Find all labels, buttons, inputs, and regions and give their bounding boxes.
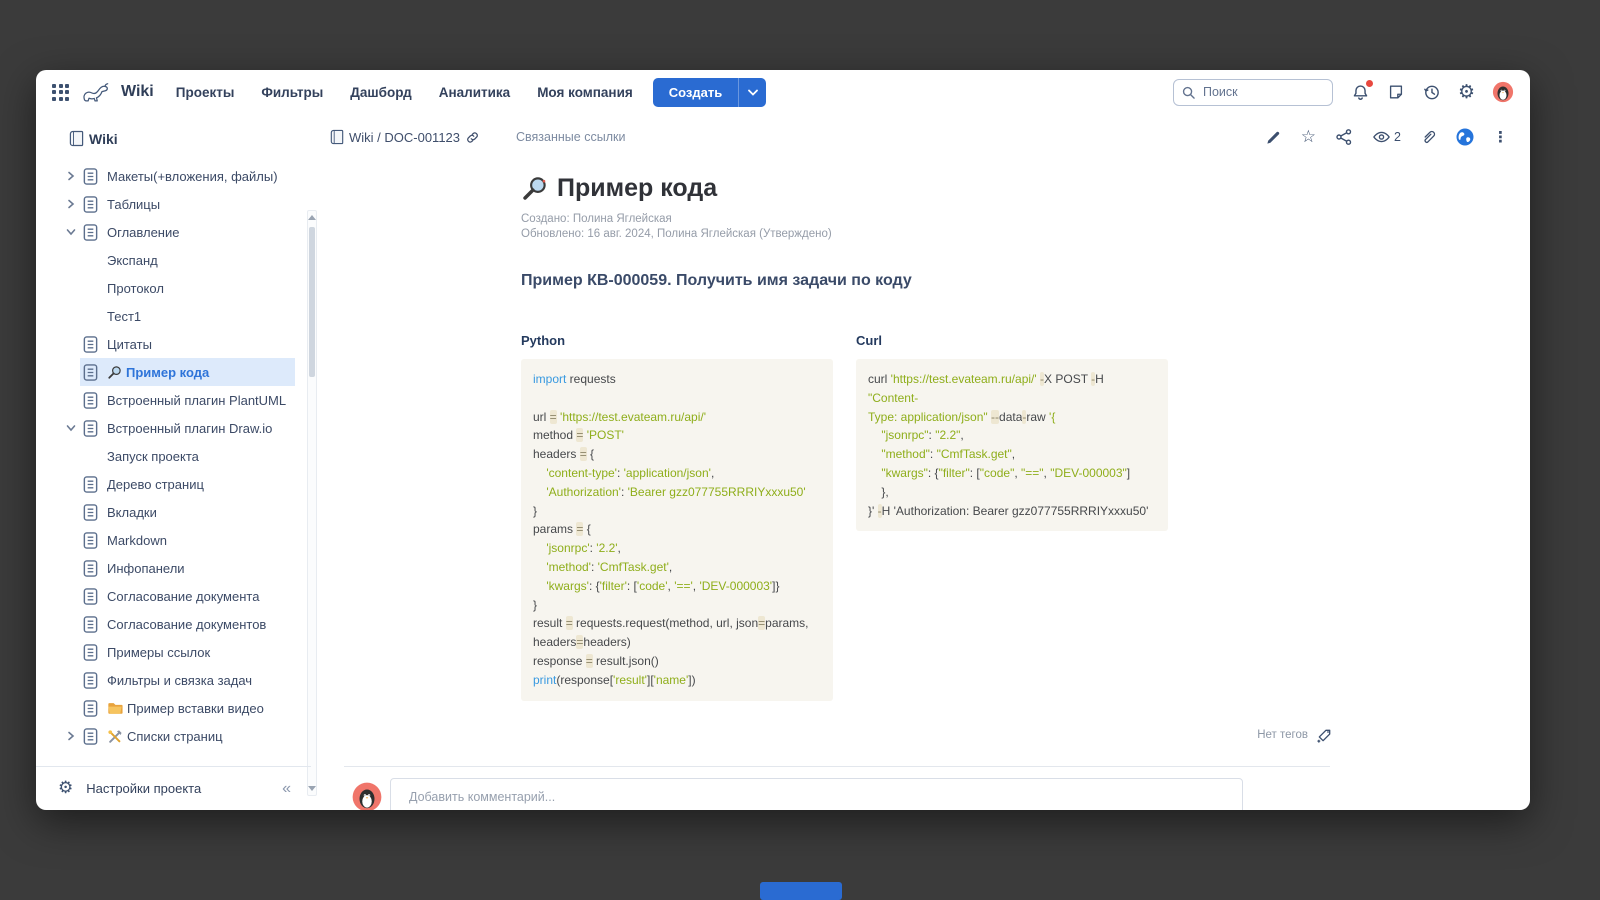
main-nav <box>176 85 633 100</box>
app-window <box>36 70 1530 810</box>
nav-item-0[interactable]: Проекты <box>175 84 235 100</box>
history-icon[interactable] <box>1422 83 1441 102</box>
sidebar-footer <box>36 766 311 810</box>
sidebar-item-inner[interactable] <box>80 246 295 274</box>
document-body <box>521 174 1333 744</box>
sidebar-item-1[interactable] <box>36 190 321 218</box>
create-button-label[interactable]: Создать <box>668 84 723 100</box>
sidebar-item-label: Цитаты <box>107 336 152 352</box>
sidebar-item-inner[interactable] <box>80 442 295 470</box>
sidebar-item-7[interactable] <box>36 358 321 386</box>
magnifier-icon <box>107 365 122 380</box>
nav-item-3[interactable]: Аналитика <box>438 84 511 100</box>
section-heading: Пример КВ-000059. Получить имя задачи по коду <box>521 272 912 289</box>
sidebar-scrollbar[interactable] <box>307 210 317 796</box>
sidebar-item-16[interactable] <box>36 610 321 638</box>
sidebar-item-label: Примеры ссылок <box>107 644 211 660</box>
page-doc-icon <box>82 419 99 438</box>
sidebar-item-inner[interactable] <box>80 610 295 638</box>
edit-pencil-icon[interactable] <box>1265 129 1282 146</box>
tree-chevron-down-icon[interactable] <box>62 228 80 236</box>
page-doc-icon <box>82 587 99 606</box>
top-bar <box>36 70 1530 114</box>
sidebar-item-label: Вкладки <box>107 504 157 520</box>
page-doc-icon <box>82 503 99 522</box>
views-counter[interactable] <box>1372 129 1401 145</box>
product-title: Wiki <box>121 83 154 100</box>
sidebar-item-inner[interactable] <box>80 218 295 246</box>
views-eye-icon <box>1372 129 1391 145</box>
page-doc-icon <box>82 195 99 214</box>
sidebar-item-inner[interactable] <box>80 582 295 610</box>
sidebar-item-label: Макеты(+вложения, файлы) <box>107 168 278 184</box>
code-label-curl: Curl <box>856 333 882 348</box>
sidebar-item-19[interactable] <box>36 694 321 722</box>
tags-row <box>521 727 1333 744</box>
views-count: 2 <box>1394 130 1401 144</box>
apps-grid-icon[interactable] <box>52 84 69 101</box>
sidebar-item-label: Оглавление <box>107 224 180 240</box>
sidebar-item-label: Согласование документов <box>107 616 267 632</box>
page-doc-icon <box>82 699 99 718</box>
sidebar-item-label: Фильтры и связка задач <box>107 672 253 688</box>
document-actions <box>1265 128 1508 146</box>
sidebar-item-inner[interactable] <box>80 302 295 330</box>
sidebar-item-label: Протокол <box>107 280 164 296</box>
project-settings-button[interactable]: Настройки проекта <box>86 781 202 796</box>
code-columns <box>521 333 1333 701</box>
sidebar-item-inner[interactable] <box>80 638 295 666</box>
sidebar-item-label: Markdown <box>107 532 167 548</box>
sidebar-item-label: Встроенный плагин Draw.io <box>107 420 273 436</box>
notifications-bell-icon[interactable] <box>1351 83 1370 102</box>
page-doc-icon <box>82 335 99 354</box>
sidebar-item-6[interactable] <box>36 330 321 358</box>
page-doc-icon <box>82 391 99 410</box>
sidebar-item-15[interactable] <box>36 582 321 610</box>
sidebar-item-label: Списки страниц <box>127 728 223 744</box>
sidebar-item-inner[interactable] <box>80 554 295 582</box>
breadcrumb-text[interactable]: Wiki / DOC-001123 <box>349 129 461 145</box>
page-doc-icon <box>82 559 99 578</box>
code-block-python: import requests url = 'https://test.evateam.ru/api/' method = 'POST' headers = { 'content-type': 'application/json', 'Authorization': 'Bearer gzz077755RRRIYxxxu50' } params = { 'jsonrpc': '2.2', 'method': 'CmfTask.get', 'kwargs': {'filter': ['code', '==', 'DEV-000003']} } result = requests.request(method, url, json=params, headers=headers) response = result.json() print(response['result']['name']) <box>521 359 833 701</box>
sidebar-item-inner[interactable] <box>80 694 295 722</box>
sidebar-item-inner[interactable] <box>80 750 295 754</box>
sidebar-item-2[interactable] <box>36 218 321 246</box>
sidebar-item-label: Таблицы <box>107 196 161 212</box>
sidebar-item-label: Запуск проекта <box>107 448 199 464</box>
page-doc-icon <box>82 531 99 550</box>
notification-badge <box>1366 80 1373 87</box>
add-tag-icon[interactable] <box>1316 727 1333 744</box>
tools-icon <box>107 729 123 744</box>
sidebar-item-0[interactable] <box>36 162 321 190</box>
magnifier-emoji-icon <box>521 175 548 202</box>
sidebar-item-inner[interactable] <box>80 358 295 386</box>
taskbar-accent <box>760 882 842 900</box>
sidebar-item-5[interactable] <box>36 302 321 330</box>
sidebar-header <box>36 114 321 147</box>
sidebar-item-inner[interactable] <box>80 470 295 498</box>
doc-book-icon <box>330 129 344 145</box>
page-meta <box>521 212 1333 242</box>
topbar-icons <box>1351 81 1514 103</box>
page-title <box>521 174 1333 203</box>
attachment-paperclip-icon[interactable] <box>1420 129 1437 146</box>
related-links-tab[interactable]: Связанные ссылки <box>516 130 626 144</box>
page-doc-icon <box>82 643 99 662</box>
nav-item-1[interactable]: Фильтры <box>261 84 324 100</box>
page-doc-icon <box>82 223 99 242</box>
page-title-text: Пример кода <box>557 174 718 202</box>
tree-chevron-right-icon[interactable] <box>62 199 80 209</box>
sidebar-item-10[interactable] <box>36 442 321 470</box>
sidebar-item-label: Тест1 <box>107 308 142 324</box>
sidebar-title: Wiki <box>89 130 118 147</box>
settings-gear-icon[interactable]: ⚙ <box>1457 80 1475 103</box>
notes-icon[interactable] <box>1387 83 1405 101</box>
search-input[interactable] <box>1201 84 1311 100</box>
sidebar-item-label: Согласование документа <box>107 588 260 604</box>
sidebar-item-4[interactable] <box>36 274 321 302</box>
created-line: Создано: Полина Яглейская <box>521 213 672 225</box>
sidebar-item-3[interactable] <box>36 246 321 274</box>
sidebar-item-inner[interactable] <box>80 274 295 302</box>
tree-chevron-right-icon[interactable] <box>62 171 80 181</box>
sidebar-item-21[interactable] <box>36 750 321 754</box>
create-dropdown-chevron-icon[interactable] <box>738 78 766 107</box>
sidebar-item-label: Пример кода <box>126 364 210 380</box>
dino-logo[interactable] <box>81 79 113 105</box>
sidebar-item-inner[interactable] <box>80 666 295 694</box>
user-avatar[interactable] <box>1492 81 1514 103</box>
nav-item-2[interactable]: Дашборд <box>350 84 412 100</box>
sidebar-item-9[interactable] <box>36 414 321 442</box>
search-box[interactable] <box>1173 79 1333 106</box>
tree-chevron-right-icon[interactable] <box>62 731 80 741</box>
page-doc-icon <box>82 671 99 690</box>
document-toolbar <box>321 114 1530 160</box>
globe-icon[interactable] <box>1456 128 1474 146</box>
tree-chevron-down-icon[interactable] <box>62 424 80 432</box>
sidebar-item-label: Встроенный плагин PlantUML <box>107 392 287 408</box>
copy-link-icon[interactable] <box>465 130 480 145</box>
page-doc-icon <box>82 727 99 746</box>
sidebar-item-20[interactable] <box>36 722 321 750</box>
project-settings-gear-icon: ⚙ <box>58 778 74 798</box>
code-block-curl: curl 'https://test.evateam.ru/api/' -X POST -H "Content- Type: application/json" --data-raw '{ "jsonrpc": "2.2", "method": "CmfTask.get", "kwargs": {"filter": ["code", "==", "DEV-000003"] }, }' -H 'Authorization: Bearer gzz077755RRRIYxxxu50' <box>856 359 1168 531</box>
page-doc-icon <box>82 475 99 494</box>
code-column-python <box>521 333 833 701</box>
sidebar-item-inner[interactable] <box>80 386 295 414</box>
sidebar-item-17[interactable] <box>36 638 321 666</box>
comment-section <box>344 766 1330 810</box>
sidebar-item-inner[interactable] <box>80 330 295 358</box>
sidebar-item-inner[interactable] <box>80 722 295 750</box>
more-kebab-icon[interactable]: ⋮ <box>1493 127 1508 146</box>
sidebar-item-11[interactable] <box>36 470 321 498</box>
main-area <box>321 114 1530 810</box>
wiki-book-icon <box>69 130 84 147</box>
collapse-sidebar-button[interactable]: « <box>282 779 291 797</box>
wiki-page-tree <box>36 162 321 754</box>
breadcrumb[interactable] <box>330 129 480 145</box>
sidebar-item-inner[interactable] <box>80 162 295 190</box>
sidebar-item-inner[interactable] <box>80 526 295 554</box>
updated-line: Обновлено: 16 авг. 2024, Полина Яглейская (Утверждено) <box>521 228 832 240</box>
sidebar-item-12[interactable] <box>36 498 321 526</box>
create-button[interactable] <box>653 78 766 107</box>
sidebar-item-18[interactable] <box>36 666 321 694</box>
nav-item-4[interactable]: Моя компания <box>537 84 633 100</box>
no-tags-label: Нет тегов <box>1257 729 1308 742</box>
sidebar-item-label: Экспанд <box>107 252 158 268</box>
sidebar-item-inner[interactable] <box>80 190 295 218</box>
sidebar-item-13[interactable] <box>36 526 321 554</box>
share-icon[interactable] <box>1335 128 1353 146</box>
page-doc-icon <box>82 615 99 634</box>
page-doc-icon <box>82 167 99 186</box>
sidebar-item-14[interactable] <box>36 554 321 582</box>
add-comment-input[interactable] <box>390 778 1243 810</box>
sidebar-item-label: Дерево страниц <box>107 476 204 492</box>
sidebar-item-8[interactable] <box>36 386 321 414</box>
sidebar-item-inner[interactable] <box>80 414 295 442</box>
code-column-curl <box>856 333 1168 531</box>
sidebar-item-label: Пример вставки видео <box>127 700 264 716</box>
sidebar-item-label: Инфопанели <box>107 560 185 576</box>
sidebar-item-inner[interactable] <box>80 498 295 526</box>
page-doc-icon <box>82 363 99 382</box>
search-icon <box>1182 86 1195 99</box>
folder-icon <box>107 701 123 715</box>
sidebar <box>36 114 321 810</box>
code-label-python: Python <box>521 333 566 348</box>
comment-user-avatar <box>352 782 382 810</box>
star-icon[interactable]: ☆ <box>1300 126 1317 147</box>
